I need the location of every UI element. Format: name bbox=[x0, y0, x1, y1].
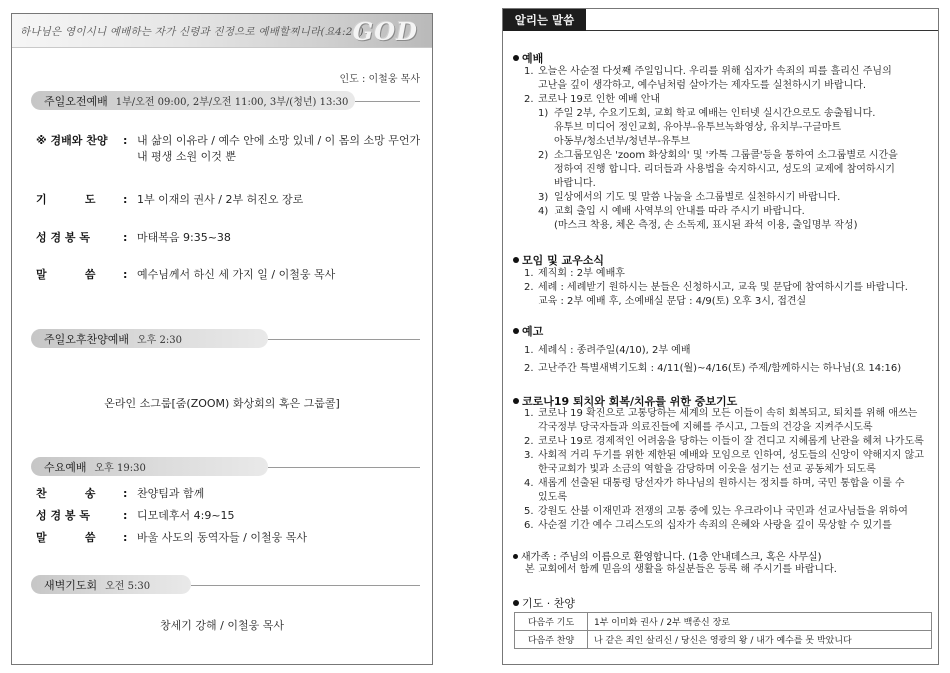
sub-item: 2) 소그룹모임은 'zoom 화상회의' 및 '카톡 그룹콜'등을 통하여 소그룹별로 시간을 정하여 진행 합니다. 리더들과 사용법을 숙지하시고, 성도의 교제에 참여하시기 바랍니다. bbox=[538, 150, 898, 189]
section-worship-title: 예배 bbox=[513, 50, 543, 66]
order-label: 찬 송 bbox=[36, 487, 96, 500]
order-value: 1부 이재의 권사 / 2부 허진오 장로 bbox=[137, 193, 304, 206]
newcomer-line1: 새가족 : 주님의 이름으로 환영합니다. (1층 안내데스크, 혹은 사무실) bbox=[513, 548, 821, 563]
bullet-icon bbox=[513, 55, 519, 61]
section-prayer-hymn-title: 기도 · 찬양 bbox=[513, 595, 575, 611]
list-item: 4. 새롭게 선출된 대통령 당선자가 하나님의 원하시는 정치를 하며, 국민 통합을 이룰 수 있도록 bbox=[524, 478, 905, 503]
worship-order-page bbox=[11, 13, 433, 665]
list-item: 2. 코로나 19로 경제적인 어려움을 당하는 이들이 잘 견디고 지혜롭게 난관을 헤쳐 나가도록 bbox=[524, 436, 924, 447]
order-value: 찬양팀과 함께 bbox=[137, 487, 205, 500]
top-banner bbox=[12, 14, 432, 48]
list-item: 1. 코로나 19 확진으로 고통당하는 세계의 모든 이들이 속히 회복되고, 퇴치를 위해 애쓰는 각국정부 당국자들과 의료진들에 지혜를 주시고, 그들의 건강을 지켜주시도록 bbox=[524, 408, 918, 433]
order-colon: : bbox=[123, 134, 128, 147]
order-label: 말 씀 bbox=[36, 268, 96, 281]
table-row bbox=[515, 613, 932, 631]
order-value: 디모데후서 4:9~15 bbox=[137, 509, 235, 522]
section-covid-prayer-title: 코로나19 퇴치와 회복/치유를 위한 중보기도 bbox=[513, 393, 737, 409]
list-item: 1. 오늘은 사순절 다섯째 주일입니다. 우리를 위해 십자가 속죄의 피를 흘리신 주님의 고난을 깊이 생각하고, 예수님처럼 살아가는 제자도를 실천하시기 바랍니다. bbox=[524, 66, 892, 91]
order-value: 예수님께서 하신 세 가지 일 / 이철웅 목사 bbox=[137, 268, 336, 281]
order-value-line2: 내 평생 소원 이것 뿐 bbox=[137, 150, 236, 163]
order-label: 기 도 bbox=[36, 193, 96, 206]
order-label: 말 씀 bbox=[36, 531, 96, 544]
sunday-afternoon-title: 주일오후찬양예배 bbox=[44, 332, 130, 346]
order-colon: : bbox=[123, 531, 128, 544]
section-fellowship-body bbox=[524, 267, 936, 309]
sunday-morning-header bbox=[31, 91, 355, 110]
divider bbox=[268, 339, 420, 340]
list-item: 1. 세례식 : 종려주일(4/10), 2부 예배 bbox=[524, 345, 691, 356]
section-covid-prayer-body bbox=[524, 407, 936, 533]
order-colon: : bbox=[123, 268, 128, 281]
prayer-hymn-table bbox=[514, 612, 932, 649]
table-cell-value: 나 같은 죄인 살리신 / 당신은 영광의 왕 / 내가 예수를 못 박았니다 bbox=[588, 631, 932, 649]
divider bbox=[268, 467, 420, 468]
dawn-header bbox=[31, 575, 191, 594]
divider bbox=[191, 585, 420, 586]
bullet-icon bbox=[513, 398, 519, 404]
newcomer-line2: 본 교회에서 함께 믿음의 생활을 하실분들은 등록 해 주시기를 바랍니다. bbox=[525, 564, 837, 575]
banner-verse: 하나님은 영이시니 예배하는 자가 신령과 진정으로 예배할찌니라(요4:24) bbox=[20, 26, 364, 38]
sunday-afternoon-time: 오후 2:30 bbox=[137, 335, 182, 346]
order-label: 성 경 봉 독 bbox=[36, 509, 90, 522]
list-item: 2. 세례 : 세례받기 원하시는 분들은 신청하시고, 교육 및 문답에 참여하시기를 바랍니다. 교육 : 2부 예배 후, 소예배실 문답 : 4/9(토) 오후 3시, 접견실 bbox=[524, 282, 908, 307]
order-colon: : bbox=[123, 231, 128, 244]
section-announce-title: 예고 bbox=[513, 323, 543, 339]
bullet-icon bbox=[513, 257, 519, 263]
dawn-text: 창세기 강해 / 이철웅 목사 bbox=[160, 619, 284, 632]
order-label: 성 경 봉 독 bbox=[36, 231, 90, 244]
dawn-time: 오전 5:30 bbox=[105, 581, 151, 592]
sub-item: 1) 주일 2부, 수요기도회, 교회 학교 예배는 인터넷 실시간으로도 송출됩니다. 유투브 미디어 정인교회, 유아부-유투브녹화영상, 유치부-구글마트 아동부/청소년부/청년부-유투브 bbox=[538, 108, 876, 147]
list-item: 5. 강원도 산불 이재민과 전쟁의 고통 중에 있는 우크라이나 국민과 선교사님들을 위하여 bbox=[524, 506, 908, 517]
dawn-title: 새벽기도회 bbox=[44, 578, 98, 592]
list-item: 6. 사순절 기간 예수 그리스도의 십자가 속죄의 은혜와 사랑을 깊이 묵상할 수 있기를 bbox=[524, 520, 892, 531]
bullet-icon bbox=[513, 600, 519, 606]
wednesday-time: 오후 19:30 bbox=[94, 463, 146, 474]
announcements-header: 알리는 말씀 bbox=[503, 9, 586, 31]
divider bbox=[355, 101, 420, 102]
order-value: 마태복음 9:35~38 bbox=[137, 231, 231, 244]
afternoon-online-text: 온라인 소그룹[줌(ZOOM) 화상회의 혹은 그룹콜] bbox=[104, 397, 340, 410]
sub-item: 3) 일상에서의 기도 및 말씀 나눔을 소그룹별로 실천하시기 바랍니다. bbox=[538, 192, 841, 203]
table-cell-label: 다음주 찬양 bbox=[515, 631, 588, 649]
section-fellowship-title: 모임 및 교우소식 bbox=[513, 252, 604, 268]
sunday-morning-time: 1부/오전 09:00, 2부/오전 11:00, 3부/(청년) 13:30 bbox=[115, 97, 349, 108]
list-item: 1. 제직회 : 2부 예배후 bbox=[524, 268, 625, 279]
order-colon: : bbox=[123, 487, 128, 500]
section-worship-body bbox=[524, 65, 936, 233]
header-rule bbox=[586, 30, 938, 31]
list-item: 2. 고난주간 특별새벽기도회 : 4/11(월)~4/16(토) 주제/함께하시는 하나님(요 14:16) bbox=[524, 363, 902, 374]
table-row bbox=[515, 631, 932, 649]
list-item: 2. 코로나 19로 인한 예배 안내 bbox=[524, 94, 661, 105]
section-announce-body bbox=[524, 342, 936, 378]
wednesday-title: 수요예배 bbox=[44, 460, 87, 474]
sunday-afternoon-header bbox=[31, 329, 268, 348]
list-item: 3. 사회적 거리 두기를 위한 제한된 예배와 모임으로 인하여, 성도들의 신앙이 약해지지 않고 한국교회가 빛과 소금의 역할을 감당하며 이웃을 섬기는 선교 공동체가 되도록 bbox=[524, 450, 924, 475]
order-colon: : bbox=[123, 193, 128, 206]
bullet-icon bbox=[513, 328, 519, 334]
order-colon: : bbox=[123, 509, 128, 522]
sub-item: 4) 교회 출입 시 예배 사역부의 안내를 따라 주시기 바랍니다. (마스크 착용, 체온 측정, 손 소독제, 표시된 좌석 이용, 출입명부 작성) bbox=[538, 206, 858, 231]
officiant: 인도 : 이철웅 목사 bbox=[339, 74, 420, 85]
table-cell-value: 1부 이미화 권사 / 2부 백종신 장로 bbox=[588, 613, 932, 631]
table-cell-label: 다음주 기도 bbox=[515, 613, 588, 631]
wednesday-header bbox=[31, 457, 268, 476]
bullet-icon bbox=[513, 554, 518, 559]
order-value: 바울 사도의 동역자들 / 이철웅 목사 bbox=[137, 531, 307, 544]
order-value: 내 삶의 이유라 / 예수 안에 소망 있네 / 이 몸의 소망 무언가 bbox=[137, 134, 421, 147]
god-logo: GOD bbox=[352, 17, 418, 46]
sunday-morning-title: 주일오전예배 bbox=[44, 94, 108, 108]
announcements-page bbox=[502, 8, 939, 665]
order-label: ※ 경배와 찬양 bbox=[36, 134, 108, 147]
